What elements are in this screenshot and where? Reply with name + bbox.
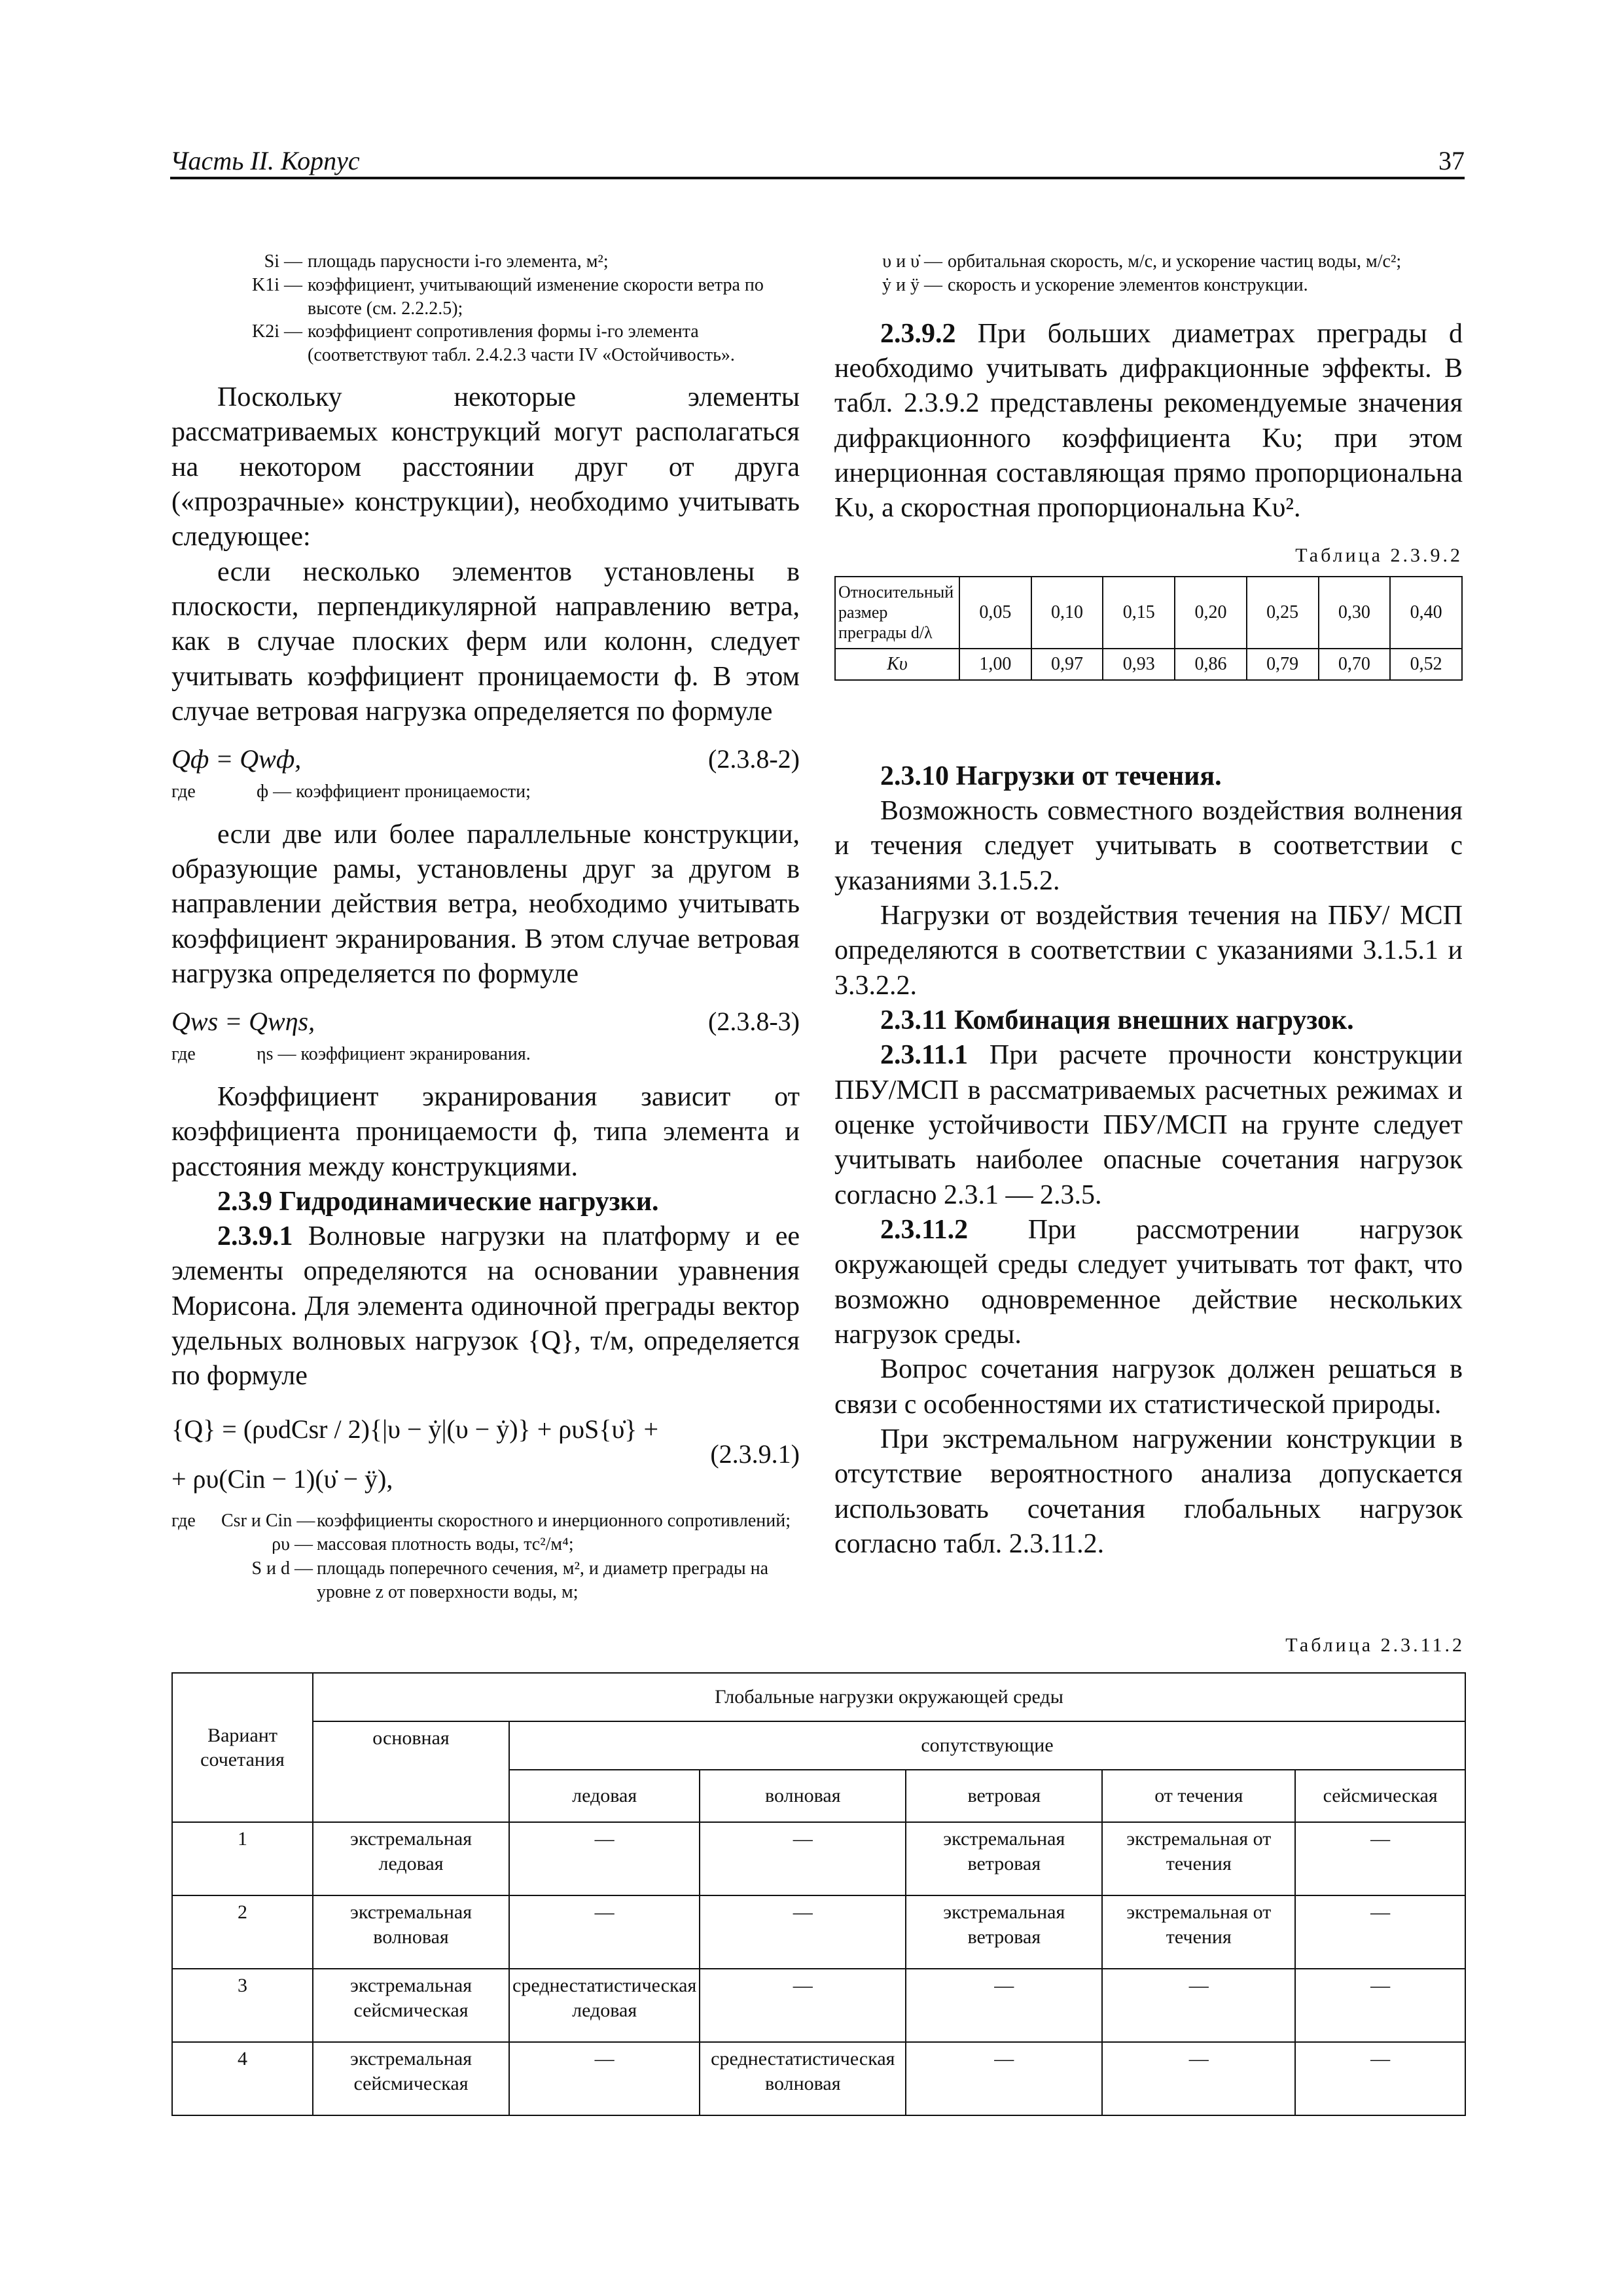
table-cell: 0,25 (1247, 577, 1319, 649)
formula-expression: Qws = Qwηs, (171, 1007, 315, 1037)
column-header: от течения (1102, 1770, 1295, 1822)
paragraph (834, 1213, 1463, 1352)
table-cell: — (700, 1895, 906, 1969)
running-header (170, 145, 1465, 175)
table-cell: экстремальная ветровая (906, 1822, 1102, 1895)
table-row (835, 649, 1462, 680)
table-cell: экстремальная сейсмическая (313, 1969, 509, 2042)
table-cell: — (700, 1969, 906, 2042)
table-row (172, 1822, 1465, 1895)
table-caption: Таблица 2.3.9.2 (1295, 544, 1463, 566)
paragraph: Вопрос сочетания нагрузок должен решаться в связи с особенностями их статистической природы. (834, 1354, 1463, 1420)
def-term: υ и υ̇ — (882, 251, 942, 272)
table-cell: среднестатистическая волновая (700, 2042, 906, 2115)
table-row (172, 1969, 1465, 2042)
where-text: ф — коэффициент проницаемости; (257, 781, 531, 802)
table-cell: — (1295, 2042, 1465, 2115)
formula-2-3-8-3 (171, 1005, 800, 1039)
table-cell: 0,93 (1103, 649, 1175, 680)
left-column (171, 250, 800, 1604)
table-cell: 0,52 (1390, 649, 1462, 680)
where-text: ηs — коэффициент экранирования. (257, 1044, 531, 1065)
def-text: коэффициенты скоростного и инерционного сопротивлений; (317, 1510, 791, 1531)
table-cell: 0,86 (1175, 649, 1247, 680)
where-word (171, 1533, 217, 1556)
table-cell: 0,30 (1319, 577, 1391, 649)
header-title: Часть II. Корпус (170, 146, 360, 175)
table-cell: экстремальная от течения (1102, 1895, 1295, 1969)
table-cell: — (906, 2042, 1102, 2115)
where-word (171, 1557, 217, 1605)
paragraph-text: Волновые нагрузки на платформу и ее элементы определяются на основании уравнения Морисона. Для элемента одиночной преграды вектор удельных волновых нагрузок {Q}, т/м, определяется по формуле (171, 1221, 800, 1391)
table-cell: 1 (172, 1822, 313, 1895)
table-row (172, 1895, 1465, 1969)
paragraph: если две или более параллельные конструкции, образующие рамы, установлены друг за другом в направлении действия ветра, необходимо учитывать коэффициент экранирования. В этом случае ветровая нагрузка определяется по формуле (171, 819, 800, 990)
where-word: где (171, 781, 196, 802)
clause-number: 2.3.9.2 (880, 318, 956, 349)
paragraph-text: При расчете прочности конструкции ПБУ/МСП в рассматриваемых расчетных режимах и оценке устойчивости ПБУ/МСП на грунте следует учитывать наиболее опасные сочетания нагрузок согласно 2.3.1 — 2.3.5. (834, 1040, 1463, 1210)
formula-2-3-9-1 (171, 1401, 800, 1499)
formula-expression: Qф = Qwф, (171, 744, 302, 774)
table-cell: 0,70 (1319, 649, 1391, 680)
where-word: где (171, 1044, 196, 1065)
table-row (835, 577, 1462, 649)
table-cell: 0,10 (1031, 577, 1103, 649)
table-cell: — (1102, 1969, 1295, 2042)
formula-number: (2.3.8-3) (708, 1007, 800, 1037)
header-rule (170, 177, 1465, 179)
table-cell: — (906, 1969, 1102, 2042)
definitions-list-1 (171, 250, 800, 367)
column-header-global: Глобальные нагрузки окружающей среды (313, 1673, 1465, 1721)
right-column (834, 250, 1463, 1562)
where-clause (171, 780, 800, 804)
paragraph-text: При больших диаметрах преграды d необходимо учитывать дифракционные эффекты. В табл. 2.3.9.2 представлены рекомендуемые значения дифракционного коэффициента Kυ; при этом инерционная составляющая прямо пропорциональна Kυ, а скоростная пропорциональна Kυ². (834, 318, 1463, 524)
table-cell: — (509, 1822, 700, 1895)
table-cell: 0,05 (959, 577, 1031, 649)
table-caption-wrap (1113, 1634, 1465, 1657)
where-word: где (171, 1510, 196, 1531)
table-cell: 3 (172, 1969, 313, 2042)
def-text: коэффициент, учитывающий изменение скорости ветра по высоте (см. 2.2.2.5); (308, 274, 764, 319)
section-heading: 2.3.10 Нагрузки от течения. (880, 761, 1222, 791)
def-text: массовая плотность воды, тс²/м⁴; (317, 1534, 574, 1555)
table-row-header: Kυ (835, 649, 959, 680)
table-cell: 0,20 (1175, 577, 1247, 649)
def-term: K1i — (252, 274, 302, 295)
where-clause (171, 1043, 800, 1066)
formula-line-2: + ρυ(Cin − 1)(υ̇ − ÿ), (171, 1463, 393, 1494)
def-term: S и d — (251, 1558, 313, 1579)
def-term: ρυ — (272, 1534, 313, 1555)
paragraph: Коэффициент экранирования зависит от коэффициента проницаемости ф, типа элемента и расстояния между конструкциями. (171, 1081, 800, 1182)
table-row (172, 2042, 1465, 2115)
def-term: Csr и Cin — (221, 1510, 315, 1531)
table-cell: — (1295, 1895, 1465, 1969)
def-text: скорость и ускорение элементов конструкции. (948, 274, 1308, 295)
table-header-row (172, 1673, 1465, 1721)
column-header: сейсмическая (1295, 1770, 1465, 1822)
def-term: Si — (264, 251, 302, 272)
table-cell: — (1295, 1969, 1465, 2042)
formula-2-3-8-2 (171, 742, 800, 776)
table-cell: 2 (172, 1895, 313, 1969)
page-number: 37 (1438, 146, 1465, 175)
section-heading: 2.3.11 Комбинация внешних нагрузок. (880, 1005, 1354, 1035)
table-cell: экстремальная ветровая (906, 1895, 1102, 1969)
table-cell: экстремальная ледовая (313, 1822, 509, 1895)
paragraph (171, 1219, 800, 1394)
table-cell: 0,79 (1247, 649, 1319, 680)
table-cell: — (1102, 2042, 1295, 2115)
paragraph: Поскольку некоторые элементы рассматриваемых конструкций могут располагаться на некотором расстоянии друг от друга («прозрачные» конструкции), необходимо учитывать следующее: (171, 382, 800, 552)
table-cell: экстремальная от течения (1102, 1822, 1295, 1895)
definitions-list-2 (171, 1509, 800, 1605)
table-cell: 0,40 (1390, 577, 1462, 649)
table-cell: 1,00 (959, 649, 1031, 680)
def-text: коэффициент сопротивления формы i-го элемента (соответствуют табл. 2.4.2.3 части IV «Остойчивость». (308, 321, 735, 366)
def-text: площадь поперечного сечения, м², и диаметр преграды на уровне z от поверхности воды, м; (317, 1558, 769, 1602)
column-header-main: основная (313, 1721, 509, 1822)
def-term: ẏ и ÿ — (882, 274, 942, 295)
formula-number: (2.3.9.1) (710, 1439, 800, 1469)
column-header: ветровая (906, 1770, 1102, 1822)
column-header-variant: Вариант сочетания (172, 1673, 313, 1822)
table-row-header: Относительный размер преграды d/λ (835, 577, 959, 649)
paragraph: Возможность совместного воздействия волнения и течения следует учитывать в соответствии с указаниями 3.1.5.2. (834, 795, 1463, 896)
column-header-accompanying: сопутствующие (509, 1721, 1465, 1770)
formula-line-1: {Q} = (ρυdCsr / 2){|υ − ẏ|(υ − ẏ)} + ρυS{υ̇} + (171, 1414, 659, 1444)
table-caption: Таблица 2.3.11.2 (1285, 1634, 1465, 1656)
paragraph: Нагрузки от воздействия течения на ПБУ/ МСП определяются в соответствии с указаниями 3.1.5.1 и 3.3.2.2. (834, 900, 1463, 1001)
clause-number: 2.3.11.2 (880, 1214, 969, 1245)
def-text: площадь парусности i-го элемента, м²; (308, 251, 609, 272)
column-header: волновая (700, 1770, 906, 1822)
table-cell: 0,15 (1103, 577, 1175, 649)
diffraction-table (834, 576, 1463, 681)
formula-number: (2.3.8-2) (708, 744, 800, 774)
definitions-list-3 (834, 250, 1463, 297)
table-cell: — (509, 1895, 700, 1969)
paragraph: если несколько элементов установлены в плоскости, перпендикулярной направлению ветра, как в случае плоских ферм или колонн, следует учитывать коэффициент проницаемости ф. В этом случае ветровая нагрузка определяется по формуле (171, 556, 800, 727)
table-header-row (172, 1721, 1465, 1770)
table-cell: — (509, 2042, 700, 2115)
paragraph: При экстремальном нагружении конструкции в отсутствие вероятностного анализа допускается использовать сочетания глобальных нагрузок согласно табл. 2.3.11.2. (834, 1424, 1463, 1559)
table-cell: экстремальная волновая (313, 1895, 509, 1969)
clause-number: 2.3.9.1 (217, 1221, 293, 1252)
table-cell: — (1295, 1822, 1465, 1895)
paragraph (834, 1038, 1463, 1213)
table-cell: 4 (172, 2042, 313, 2115)
paragraph-text: При рассмотрении нагрузок окружающей среды следует учитывать тот факт, что возможно одновременное действие нескольких нагрузок среды. (834, 1214, 1463, 1350)
def-term: K2i — (252, 321, 302, 342)
load-combination-table (171, 1672, 1466, 2116)
table-cell: экстремальная сейсмическая (313, 2042, 509, 2115)
clause-number: 2.3.11.1 (880, 1040, 969, 1071)
table-cell: 0,97 (1031, 649, 1103, 680)
column-header: ледовая (509, 1770, 700, 1822)
table-cell: — (700, 1822, 906, 1895)
section-heading: 2.3.9 Гидродинамические нагрузки. (217, 1186, 659, 1217)
def-text: орбитальная скорость, м/с, и ускорение частиц воды, м/с²; (948, 251, 1402, 272)
table-cell: среднестатистическая ледовая (509, 1969, 700, 2042)
paragraph (834, 317, 1463, 526)
